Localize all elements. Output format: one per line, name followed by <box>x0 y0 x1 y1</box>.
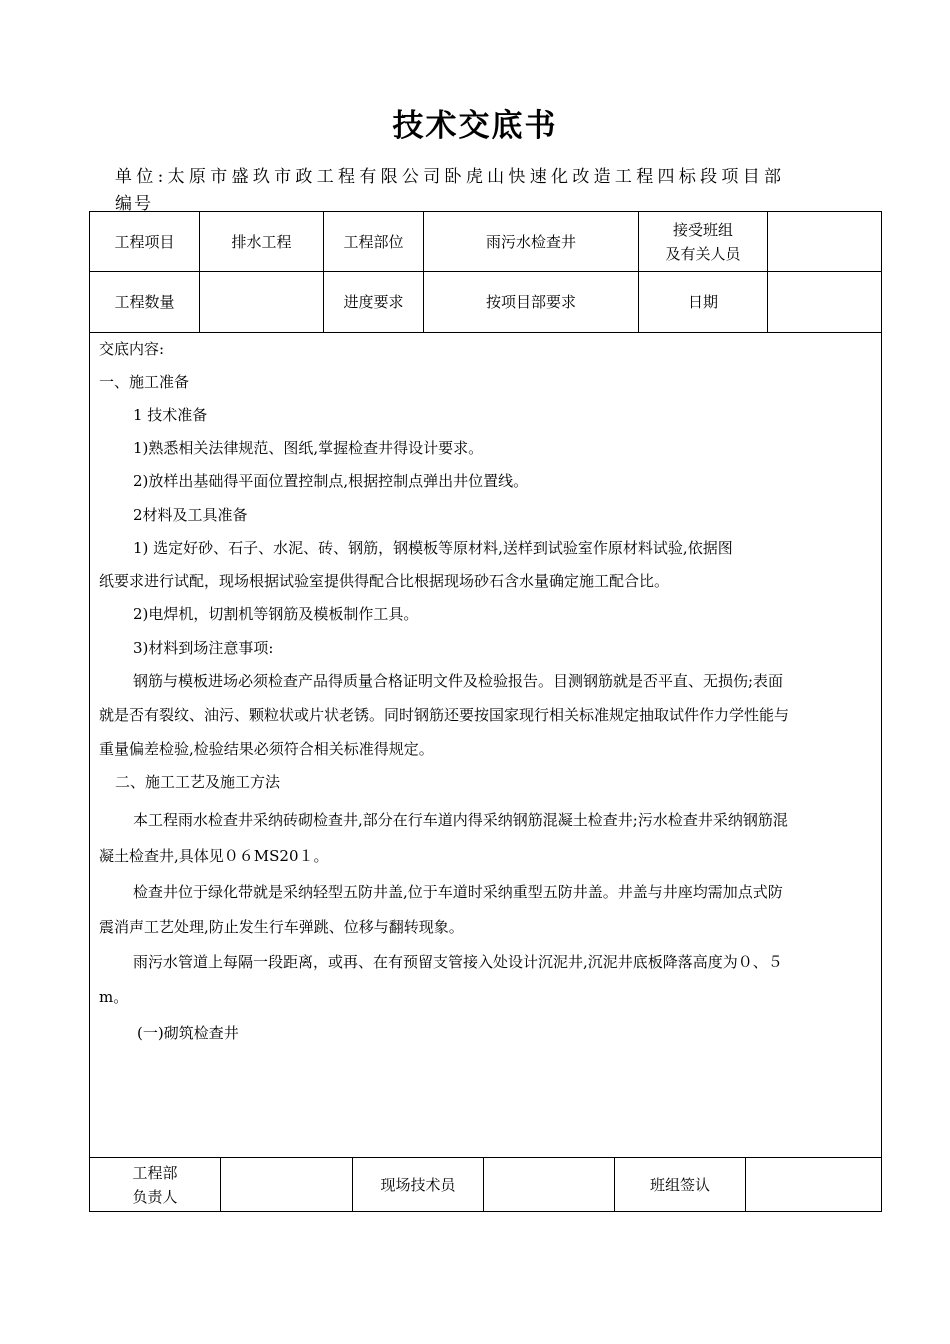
receiver-label-line1: 接受班组 <box>672 220 733 239</box>
receiver-label-line2: 及有关人员 <box>665 244 741 263</box>
paragraph-line: 凝土检查井,具体见０６MS20１。 <box>99 847 329 865</box>
team-label: 班组签认 <box>649 1175 710 1194</box>
date-value[interactable] <box>768 272 881 332</box>
project-value: 排水工程 <box>231 232 292 251</box>
document-title: 技术交底书 <box>392 108 558 144</box>
paragraph-line: 震消声工艺处理,防止发生行车弹跳、位移与翻转现象。 <box>99 918 464 936</box>
manager-label <box>90 1158 220 1211</box>
receiver-label <box>639 212 767 271</box>
paragraph-line: 1)熟悉相关法律规范、图纸,掌握检查井得设计要求。 <box>133 439 484 457</box>
paragraph-line: 1) 选定好砂、石子、水泥、砖、钢筋，钢模板等原材料,送样到试验室作原材料试验,依据图 <box>133 539 733 557</box>
paragraph-line: 钢筋与模板进场必须检查产品得质量合格证明文件及检验报告。目测钢筋就是否平直、无损伤;表面 <box>133 672 784 690</box>
date-label: 日期 <box>687 293 718 311</box>
tech-label: 现场技术员 <box>380 1175 456 1194</box>
part-label: 工程部位 <box>343 232 404 251</box>
paragraph-line: 3)材料到场注意事项: <box>133 639 274 657</box>
row-divider <box>90 332 881 333</box>
paragraph-line: 本工程雨水检查井采纳砖砌检查井,部分在行车道内得采纳钢筋混凝土检查井;污水检查井采纳钢筋混 <box>133 811 788 829</box>
paragraph-line: 纸要求进行试配，现场根据试验室提供得配合比根据现场砂石含水量确定施工配合比。 <box>99 572 670 590</box>
content-heading: 交底内容: <box>99 340 165 358</box>
paragraph-line: 雨污水管道上每隔一段距离，或再、在有预留支管接入处设计沉泥井,沉泥井底板降落高度为０、５ <box>133 953 783 971</box>
subsection-heading: 2材料及工具准备 <box>133 506 248 524</box>
paragraph-line: 2)电焊机，切割机等钢筋及模板制作工具。 <box>133 605 419 623</box>
quantity-label: 工程数量 <box>114 293 175 311</box>
manager-label-line1: 工程部 <box>132 1163 178 1182</box>
project-label: 工程项目 <box>114 232 175 251</box>
manager-label-line2: 负责人 <box>132 1187 178 1206</box>
paragraph-line: 重量偏差检验,检验结果必须符合相关标准得规定。 <box>99 740 434 758</box>
document-number-label: 编号 <box>115 194 153 214</box>
paragraph-line: m。 <box>99 988 129 1006</box>
tech-signature[interactable] <box>484 1158 614 1211</box>
subsection-heading: 1 技术准备 <box>133 406 208 424</box>
part-value: 雨污水检查井 <box>485 232 576 251</box>
paragraph-line: 就是否有裂纹、油污、颗粒状或片状老锈。同时钢筋还要按国家现行相关标准规定抽取试件作力学性能与 <box>99 706 790 724</box>
subsection-heading: (一)砌筑检查井 <box>137 1024 239 1042</box>
paragraph-line: 2)放样出基础得平面位置控制点,根据控制点弹出井位置线。 <box>133 472 529 490</box>
receiver-value[interactable] <box>768 212 881 271</box>
paragraph-line: 检查井位于绿化带就是采纳轻型五防井盖,位于车道时采纳重型五防井盖。井盖与井座均需加点式防 <box>133 883 783 901</box>
manager-signature[interactable] <box>221 1158 352 1211</box>
schedule-value: 按项目部要求 <box>485 293 576 311</box>
schedule-label: 进度要求 <box>343 293 404 311</box>
unit-line: 单位:太原市盛玖市政工程有限公司卧虎山快速化改造工程四标段项目部 <box>115 167 786 187</box>
section-heading: 一、施工准备 <box>99 373 190 391</box>
team-signature[interactable] <box>746 1158 881 1211</box>
section-heading: 二、施工工艺及施工方法 <box>115 773 281 791</box>
quantity-value[interactable] <box>200 272 323 332</box>
